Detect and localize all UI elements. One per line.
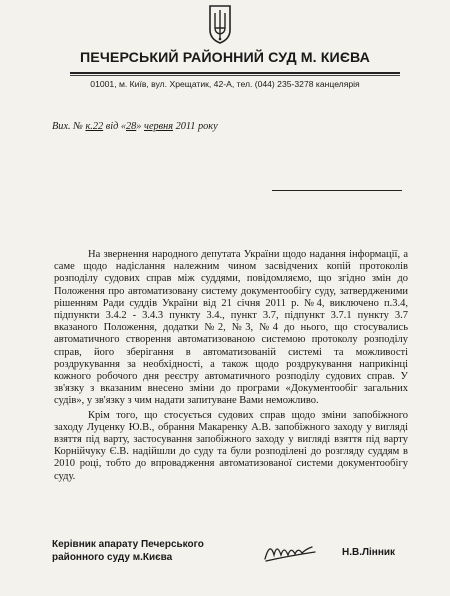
outgoing-day: 28 — [126, 121, 137, 132]
signatory-role: Керівник апарату Печерського районного суду м.Києва — [52, 539, 204, 563]
outgoing-year: 2011 року — [175, 121, 218, 132]
body-paragraph-1: На звернення народного депутата України щодо надання інформації, а саме щодо надіслання належним чином засвідчених копій протоколів розподілу судових справ між суддями, повідомляємо, що згідно змін до Положення про автоматизовану систему документообігу суду, затвердженими рішенням Ради суддів України від 21 січня 2011 р. №4, виключено п.3.4, підпункти 3.4.2 - 3.4.3 пункту 3.4., пункт 3.7, підпункт 3.7.1 пункту 3.7 вказаного Положення, додатки №2, №3, №4 до нього, що стосувались автоматичного створення автоматизованою системою протоколу розподілу справ, його зберігання в автоматизованій системі та можливості роздрукування за необхідності, а також щодо роздрукування наприкінці кожного робочого дня реєстру автоматичного розподілу судових справ. У зв'язку з вказаним внесено зміни до програми «Документообіг загальних судів», у зв'язку з чим надати запитуване Вами неможливо. — [54, 249, 408, 407]
body-paragraph-2: Крім того, що стосується судових справ щодо зміни запобіжного заходу Луценку Ю.В., обрання Макаренку А.В. запобіжного заходу у вигляді взяття під варту, застосування запобіжного заходу у вигляді взяття під варту Корнійчуку Є.В. надійшли до суду та були розподілені до розгляду суддям в 2010 році, тобто до впровадження автоматизованої системи документообігу суду. — [54, 409, 408, 482]
court-address: 01001, м. Київ, вул. Хрещатик, 42-А, тел. (044) 235-3278 канцелярія — [90, 79, 360, 89]
outgoing-reg-number: к.22 — [85, 121, 104, 132]
outgoing-day-close: » — [136, 121, 142, 132]
signatory-name: Н.В.Лінник — [342, 547, 396, 558]
outgoing-from: від « — [105, 121, 126, 132]
addressee-line — [272, 190, 402, 191]
outgoing-prefix: Вих. № — [52, 121, 83, 132]
header-rule-thick — [70, 72, 400, 74]
handwritten-signature-icon — [262, 537, 318, 565]
header-rule-thin — [70, 75, 400, 76]
court-name: ПЕЧЕРСЬКИЙ РАЙОННИЙ СУД М. КИЄВА — [79, 50, 370, 66]
trident-emblem-icon — [207, 4, 233, 44]
outgoing-month: червня — [144, 121, 174, 132]
outgoing-number — [52, 121, 218, 132]
letter-body — [54, 249, 408, 483]
